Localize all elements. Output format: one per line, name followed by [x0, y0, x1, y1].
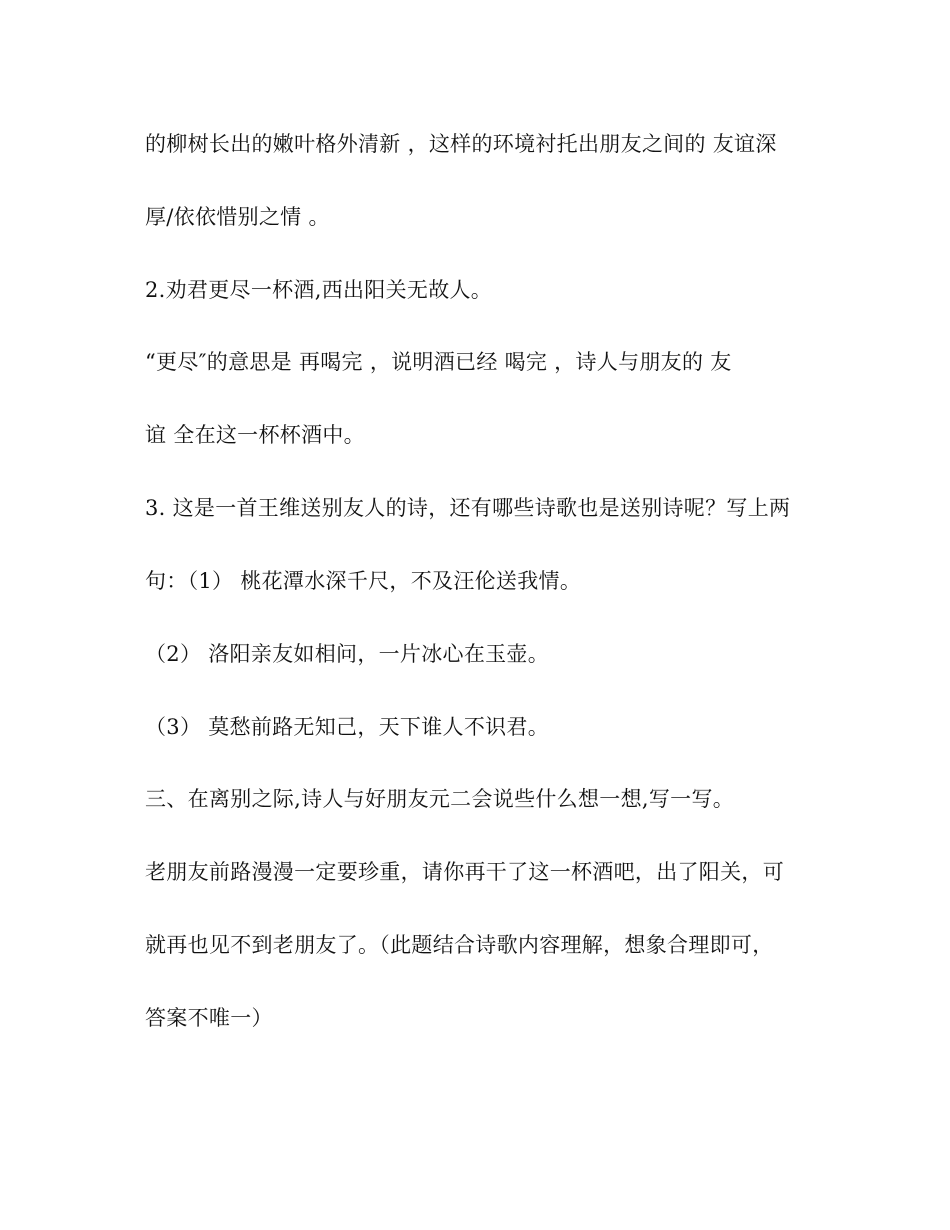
text-line-9: （3） 莫愁前路无知己，天下谁人不识君。 [145, 715, 550, 739]
text-line-6: 3. 这是一首王维送别友人的诗，还有哪些诗歌也是送别诗呢？写上两 [145, 496, 791, 520]
text-line-8: （2） 洛阳亲友如相问，一片冰心在玉壶。 [145, 642, 550, 666]
text-line-10: 三、在离别之际,诗人与好朋友元二会说些什么想一想,写一写。 [145, 787, 735, 811]
text-line-7: 句：（1） 桃花潭水深千尺，不及汪伦送我情。 [145, 569, 582, 593]
text-line-3: 2.劝君更尽一杯酒,西出阳关无故人。 [145, 278, 493, 302]
text-line-13: 答案不唯一） [145, 1006, 273, 1030]
text-line-1: 的柳树长出的嫩叶格外清新 ，这样的环境衬托出朋友之间的 友谊深 [145, 132, 777, 156]
text-line-5: 谊 全在这一杯杯酒中。 [145, 423, 365, 447]
text-line-11: 老朋友前路漫漫一定要珍重，请你再干了这一杯酒吧，出了阳关，可 [145, 860, 784, 884]
text-line-12: 就再也见不到老朋友了。（此题结合诗歌内容理解，想象合理即可， [145, 933, 774, 957]
text-line-4: “更尽″的意思是 再喝完 ，说明酒已经 喝完 ，诗人与朋友的 友 [145, 350, 732, 374]
text-line-2: 厚/依依惜别之情 。 [145, 205, 330, 229]
